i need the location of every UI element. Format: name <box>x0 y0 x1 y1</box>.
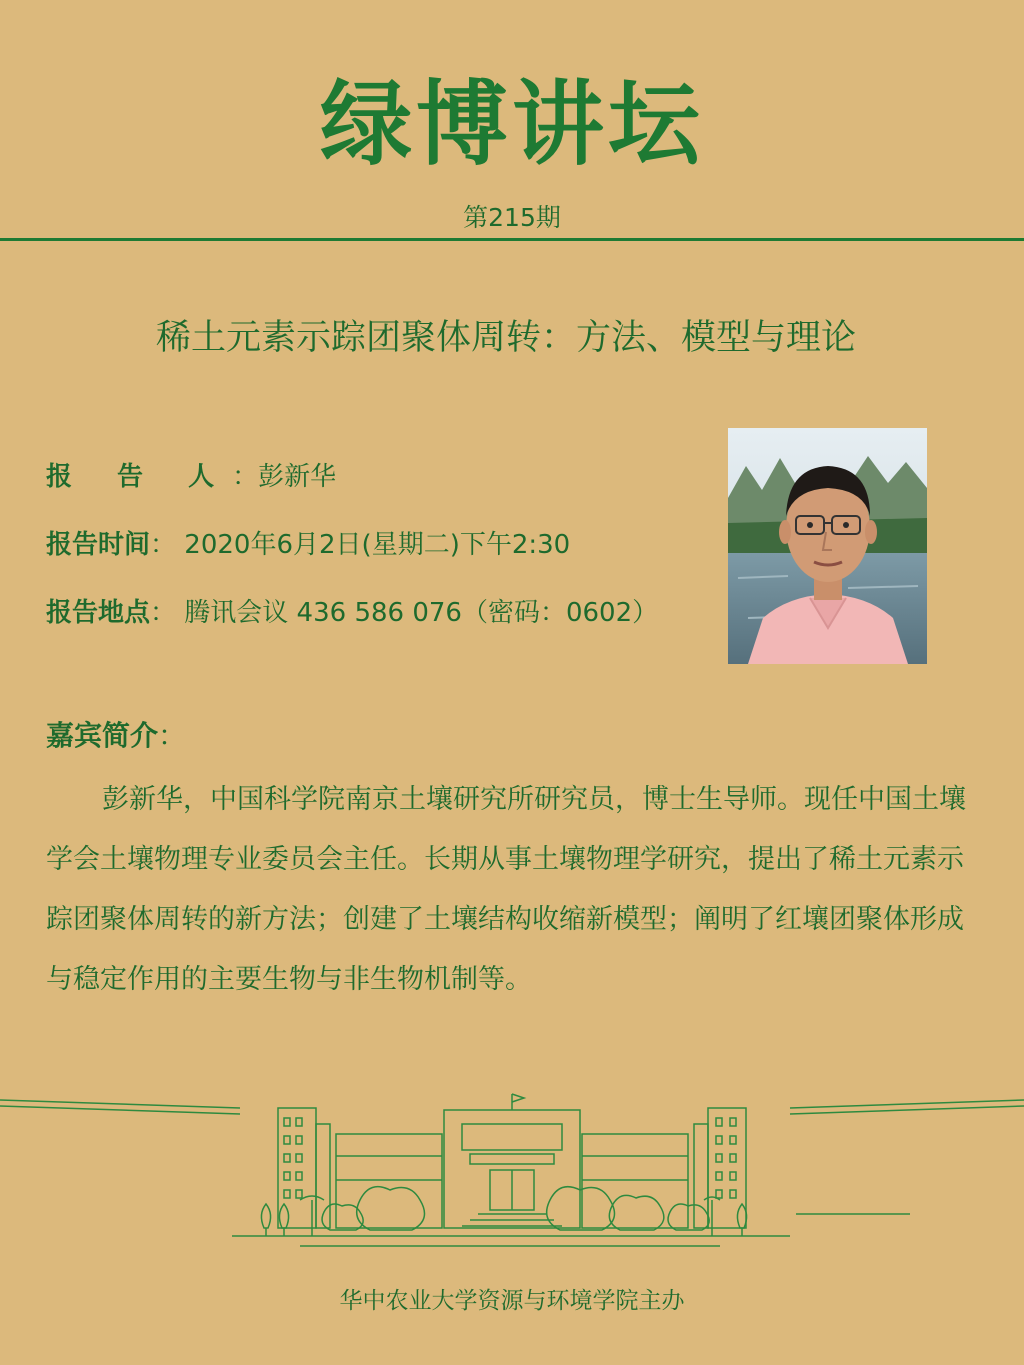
place-label: 报告地点 <box>46 598 151 628</box>
speaker-label: 报 告 人 <box>46 462 233 492</box>
time-value: 2020年6月2日(星期二)下午2:30 <box>184 530 571 560</box>
talk-title: 稀土元素示踪团聚体周转：方法、模型与理论 <box>155 318 856 358</box>
time-separator: ： <box>150 530 177 560</box>
bio-heading-label: 嘉宾简介 <box>46 719 159 752</box>
place-row <box>46 592 658 629</box>
speaker-photo <box>728 428 927 664</box>
time-row <box>46 524 570 561</box>
bio-text: 彭新华，中国科学院南京土壤研究所研究员，博士生导师。现任中国土壤学会土壤物理专业委员会主任。长期从事土壤物理学研究，提出了稀土元素示踪团聚体周转的新方法；创建了土壤结构收缩新模型；阐明了红壤团聚体形成与稳定作用的主要生物与非生物机制等。 <box>46 784 966 995</box>
place-value: 腾讯会议 436 586 076（密码：0602） <box>184 598 659 628</box>
time-label: 报告时间 <box>46 530 151 560</box>
speaker-separator: ： <box>232 462 259 492</box>
campus-building-illustration <box>0 1090 1024 1260</box>
bio-heading-separator: ： <box>158 719 187 752</box>
speaker-row <box>46 456 336 493</box>
issue-number: 第215期 <box>463 203 561 232</box>
place-separator: ： <box>150 598 177 628</box>
forum-title: 绿博讲坛 <box>319 71 704 178</box>
header-divider <box>0 238 1024 241</box>
speaker-name: 彭新华 <box>258 462 337 492</box>
organizer-footer: 华中农业大学资源与环境学院主办 <box>339 1288 685 1314</box>
bio-heading <box>46 714 186 754</box>
